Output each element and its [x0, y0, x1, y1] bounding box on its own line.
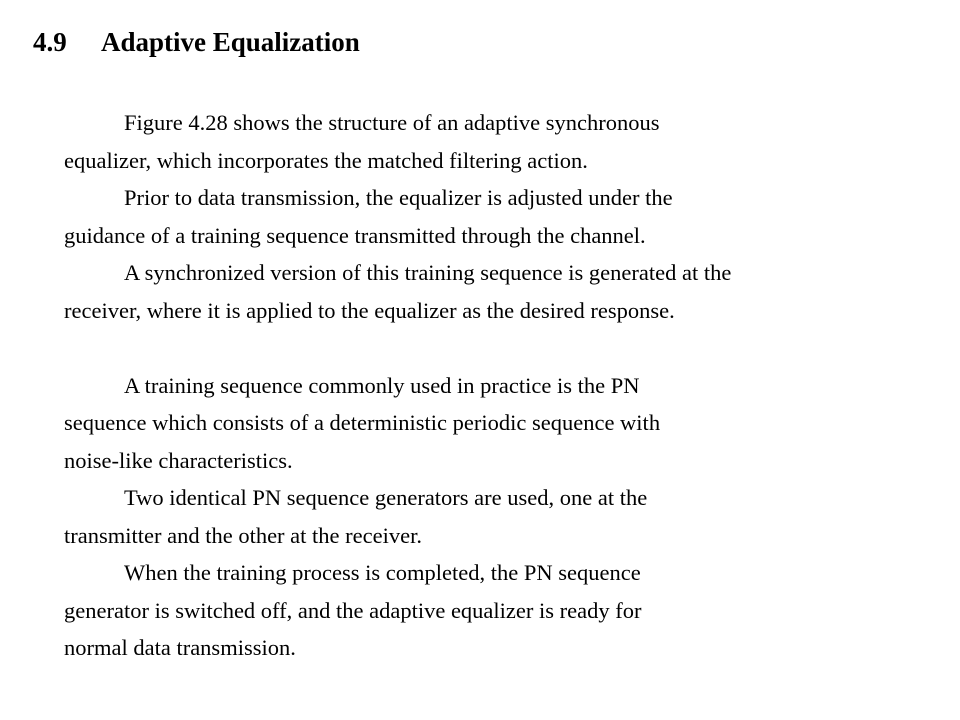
paragraph — [64, 367, 944, 480]
paragraph-line: normal data transmission. — [64, 635, 296, 660]
paragraph-line: When the training process is completed, the PN sequence — [124, 560, 641, 585]
section-title: Adaptive Equalization — [101, 27, 360, 57]
section-number: 4.9 — [33, 27, 67, 57]
paragraph-line: A training sequence commonly used in practice is the PN — [124, 372, 640, 398]
paragraph-line: Prior to data transmission, the equalizer is adjusted under the — [124, 185, 673, 210]
paragraph — [64, 104, 944, 179]
paragraph-line: guidance of a training sequence transmitted through the channel. — [64, 222, 646, 248]
paragraph-line: equalizer, which incorporates the matched filtering action. — [64, 147, 588, 173]
paragraph — [64, 254, 944, 329]
paragraph-line: sequence which consists of a deterministic periodic sequence with — [64, 410, 661, 435]
body-text — [64, 104, 944, 667]
paragraph-line: transmitter and the other at the receiver. — [64, 522, 422, 548]
paragraph-line: Figure 4.28 shows the structure of an adaptive synchronous — [124, 110, 660, 135]
paragraph-line: A synchronized version of this training sequence is generated at the — [124, 260, 732, 285]
paragraph — [64, 179, 944, 254]
section-heading — [33, 24, 360, 60]
paragraph-line: Two identical PN sequence generators are used, one at the — [124, 485, 648, 510]
paragraph — [64, 554, 944, 667]
paragraph-gap — [64, 329, 944, 367]
paragraph — [64, 479, 944, 554]
paragraph-line: noise-like characteristics. — [64, 447, 293, 473]
paragraph-line: generator is switched off, and the adaptive equalizer is ready for — [64, 597, 642, 623]
paragraph-line: receiver, where it is applied to the equalizer as the desired response. — [64, 297, 675, 323]
